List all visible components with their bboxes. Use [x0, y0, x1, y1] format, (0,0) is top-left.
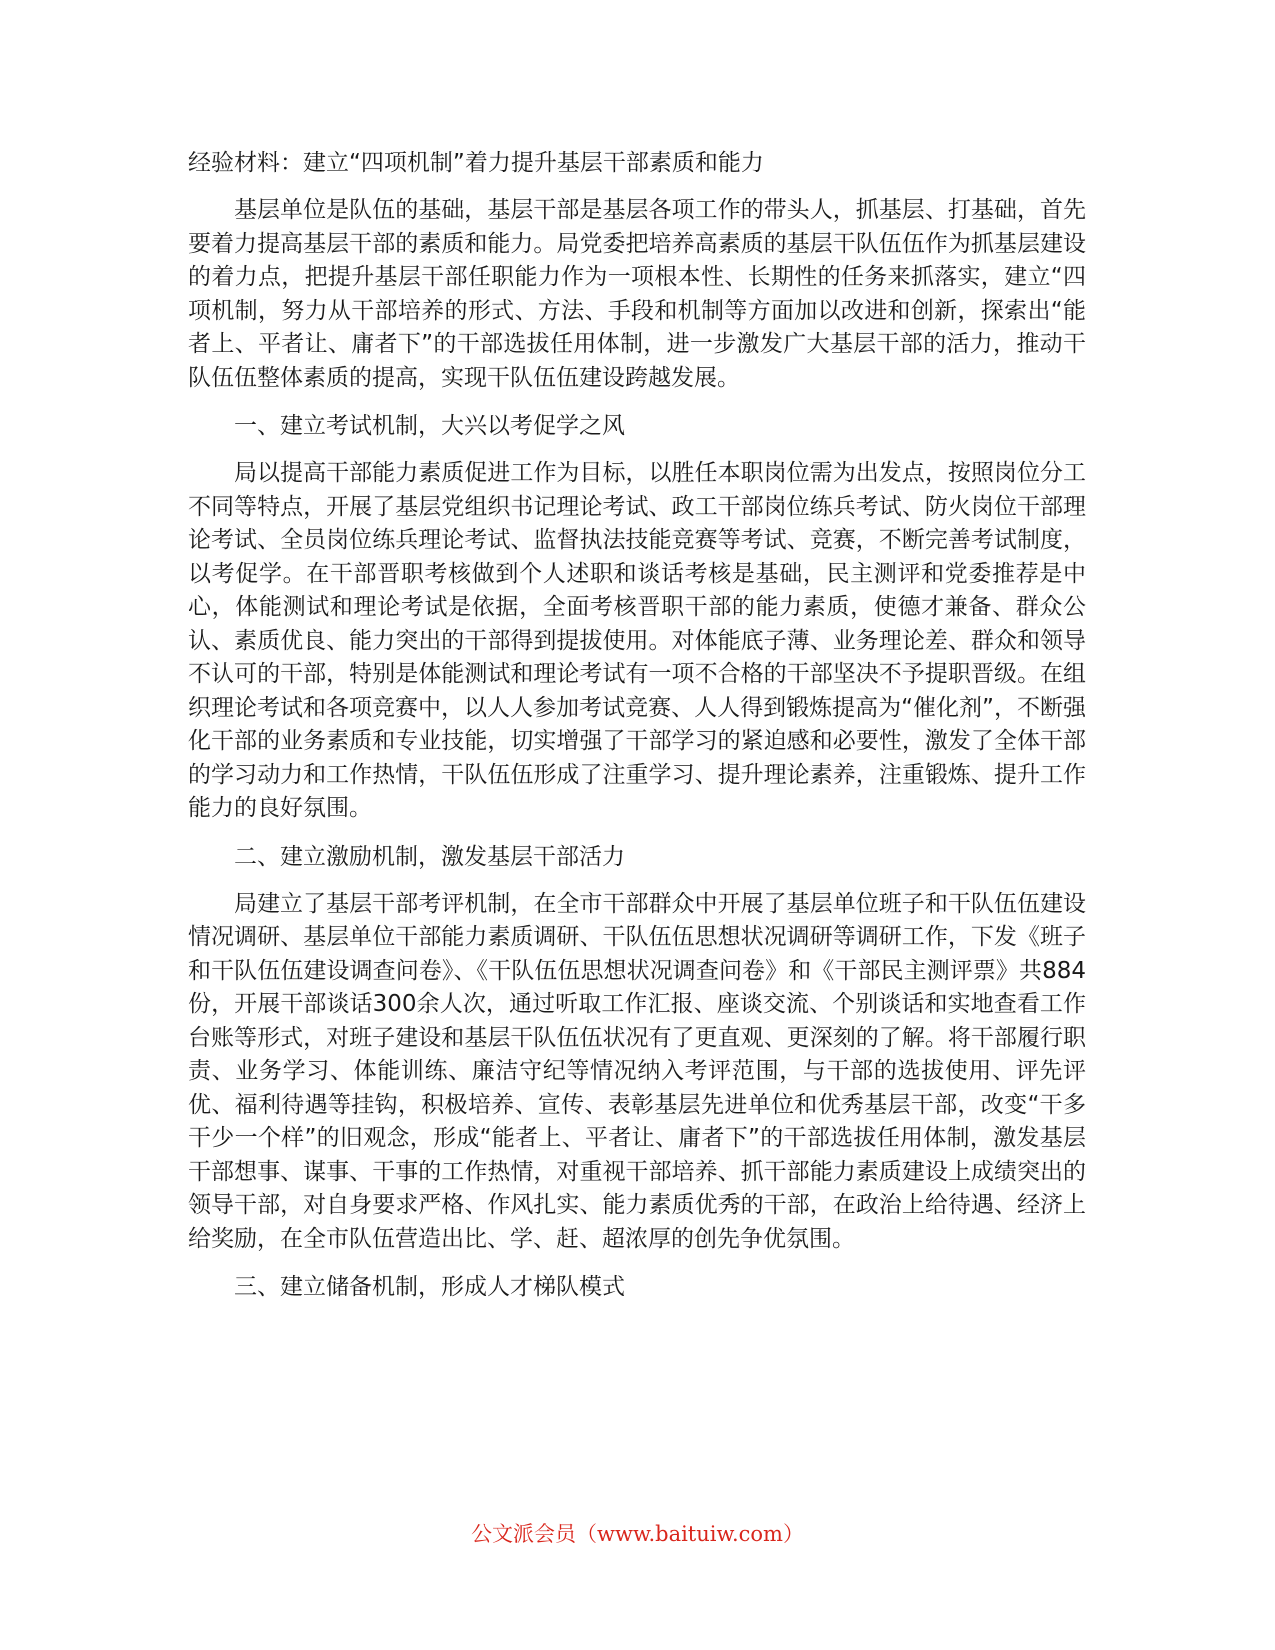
footer-watermark: [0, 1518, 1275, 1548]
section-heading-1: 一、建立考试机制，大兴以考促学之风: [234, 413, 625, 439]
section-heading-2: 二、建立激励机制，激发基层干部活力: [234, 843, 625, 870]
document-body: [188, 146, 1086, 1318]
footer-url: www.baituiw.com: [597, 1522, 783, 1546]
footer-suffix: ）: [782, 1522, 804, 1546]
intro-paragraph: 基层单位是队伍的基础，基层干部是基层各项工作的带头人，抓基层、打基础，首先要着力提高基层干部的素质和能力。局党委把培养高素质的基层干队伍伍作为抓基层建设的着力点，把提升基层干部任职能力作为一项根本性、长期性的任务来抓落实，建立“四项机制，努力从干部培养的形式、方法、手段和机制等方面加以改进和创新，探索出“能者上、平者让、庸者下”的干部选拔任用体制，进一步激发广大基层干部的活力，推动干队伍伍整体素质的提高，实现干队伍伍建设跨越发展。: [188, 197, 1086, 391]
section-heading-3: 三、建立储备机制，形成人才梯队模式: [234, 1274, 625, 1300]
footer-label: 公文派会员（: [471, 1522, 598, 1546]
document-title: 经验材料：建立“四项机制”着力提升基层干部素质和能力: [188, 150, 764, 176]
section-1-paragraph: 局以提高干部能力素质促进工作为目标，以胜任本职岗位需为出发点，按照岗位分工不同等特点，开展了基层党组织书记理论考试、政工干部岗位练兵考试、防火岗位干部理论考试、全员岗位练兵理论考试、监督执法技能竞赛等考试、竞赛，不断完善考试制度，以考促学。在干部晋职考核做到个人述职和谈话考核是基础，民主测评和党委推荐是中心，体能测试和理论考试是依据，全面考核晋职干部的能力素质，使德才兼备、群众公认、素质优良、能力突出的干部得到提拔使用。对体能底子薄、业务理论差、群众和领导不认可的干部，特别是体能测试和理论考试有一项不合格的干部坚决不予提职晋级。在组织理论考试和各项竞赛中，以人人参加考试竞赛、人人得到锻炼提高为“催化剂”，不断强化干部的业务素质和专业技能，切实增强了干部学习的紧迫感和必要性，激发了全体干部的学习动力和工作热情，干队伍伍形成了注重学习、提升理论素养，注重锻炼、提升工作能力的良好氛围。: [188, 460, 1086, 821]
section-2-paragraph: 局建立了基层干部考评机制，在全市干部群众中开展了基层单位班子和干队伍伍建设情况调研、基层单位干部能力素质调研、干队伍伍思想状况调研等调研工作，下发《班子和干队伍伍建设调查问卷》、《干队伍伍思想状况调查问卷》和《干部民主测评票》共884份，开展干部谈话300余人次，通过听取工作汇报、座谈交流、个别谈话和实地查看工作台账等形式，对班子建设和基层干队伍伍状况有了更直观、更深刻的了解。将干部履行职责、业务学习、体能训练、廉洁守纪等情况纳入考评范围，与干部的选拔使用、评先评优、福利待遇等挂钩，积极培养、宣传、表彰基层先进单位和优秀基层干部，改变“干多干少一个样”的旧观念，形成“能者上、平者让、庸者下”的干部选拔任用体制，激发基层干部想事、谋事、干事的工作热情，对重视干部培养、抓干部能力素质建设上成绩突出的领导干部，对自身要求严格、作风扎实、能力素质优秀的干部，在政治上给待遇、经济上给奖励，在全市队伍营造出比、学、赶、超浓厚的创先争优氛围。: [188, 890, 1086, 1252]
